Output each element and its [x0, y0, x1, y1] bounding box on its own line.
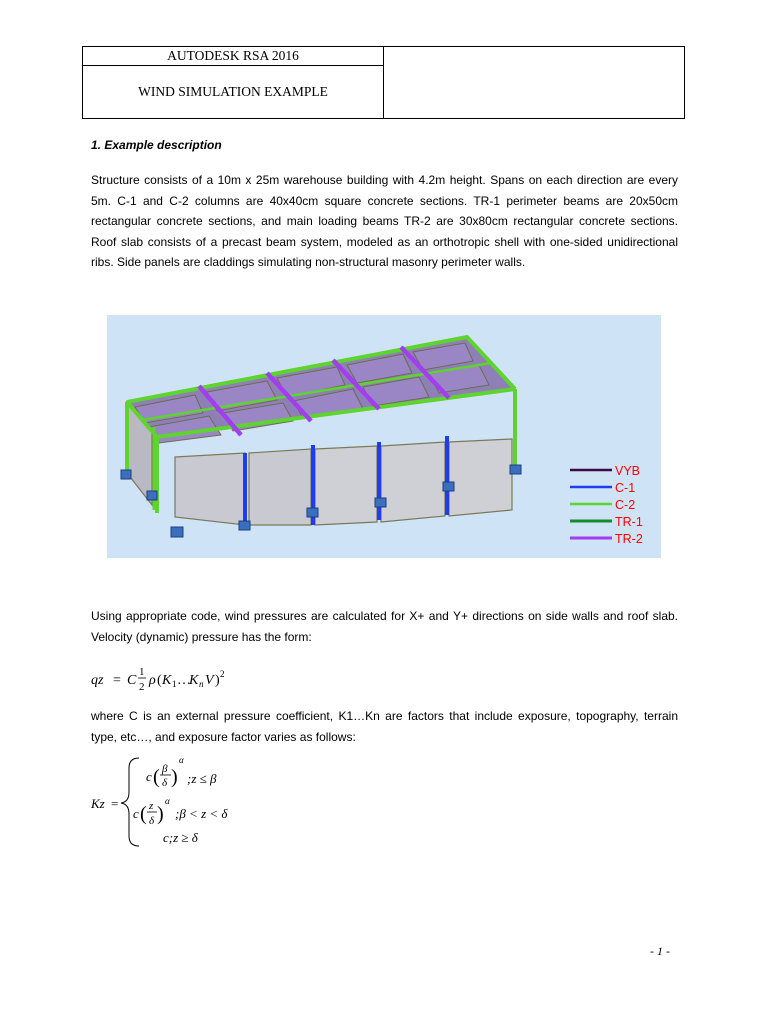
svg-text:=: =	[111, 796, 119, 811]
svg-text:δ: δ	[162, 777, 168, 789]
svg-text:1: 1	[172, 679, 177, 689]
svg-text:ρ: ρ	[149, 673, 156, 688]
document-title: WIND SIMULATION EXAMPLE	[83, 66, 384, 119]
description-paragraph: Structure consists of a 10m x 25m warehouse building with 4.2m height. Spans on each direction are every 5m. C-1 and C-2 columns are 40x40cm square concrete sections. TR-1 perimeter beams are 20x50cm rectangular concrete sections, and main loading beams TR-2 are 30x80cm rectangular concrete sections. Roof slab consists of a precast beam system, modeled as an orthotropic shell with one-sided unidirectional ribs. Side panels are claddings simulating non-structural masonry perimeter walls.	[91, 173, 678, 269]
svg-text:(: (	[153, 766, 160, 788]
svg-text:K: K	[189, 673, 199, 688]
legend-label-c1: C-1	[615, 481, 636, 495]
svg-text:α: α	[179, 755, 184, 765]
svg-text:2: 2	[139, 681, 145, 693]
legend-label-c2: C-2	[615, 498, 636, 512]
svg-text:V: V	[205, 673, 214, 688]
header-empty-cell	[384, 47, 685, 119]
svg-text:n: n	[199, 679, 204, 689]
svg-text:δ: δ	[149, 815, 155, 827]
svg-text:C: C	[127, 673, 137, 688]
page-number: - 1 -	[650, 944, 670, 958]
svg-text:β: β	[162, 763, 168, 775]
structure-model-figure	[107, 315, 661, 558]
exposure-factor-formula	[91, 752, 291, 848]
svg-text:;β < z < δ: ;β < z < δ	[175, 806, 228, 821]
svg-text:Kz: Kz	[91, 796, 105, 811]
pressure-paragraph: Using appropriate code, wind pressures are calculated for X+ and Y+ directions on side walls and roof slab. Velocity (dynamic) pressure has the form:	[91, 609, 678, 644]
svg-text:): )	[157, 803, 164, 825]
svg-text:c: c	[146, 769, 152, 784]
svg-text:): )	[171, 766, 178, 788]
header-table	[82, 46, 685, 119]
svg-text:;z ≤ β: ;z ≤ β	[187, 771, 217, 786]
product-name: AUTODESK RSA 2016	[83, 47, 384, 66]
svg-text:(: (	[140, 803, 147, 825]
svg-text:qz: qz	[91, 673, 104, 688]
legend-label-tr2: TR-2	[615, 532, 643, 546]
svg-text:c: c	[133, 806, 139, 821]
svg-text:α: α	[165, 796, 170, 806]
svg-text:=: =	[113, 673, 121, 688]
svg-text:2: 2	[220, 669, 225, 679]
svg-text:(: (	[157, 673, 162, 688]
dynamic-pressure-formula	[91, 664, 291, 698]
legend-label-tr1: TR-1	[615, 515, 643, 529]
legend-label-vyb: VYB	[615, 464, 641, 478]
svg-text:…: …	[177, 673, 191, 688]
svg-text:z: z	[149, 800, 154, 812]
svg-text:K: K	[162, 673, 172, 688]
coefficient-paragraph: where C is an external pressure coefficient, K1…Kn are factors that include exposure, topography, terrain type, etc…, and exposure factor varies as follows:	[91, 709, 678, 744]
svg-text:1: 1	[139, 666, 145, 678]
section-heading: 1. Example description	[91, 138, 222, 152]
svg-text:): )	[215, 673, 220, 688]
svg-text:c;z ≥ δ: c;z ≥ δ	[163, 830, 198, 845]
